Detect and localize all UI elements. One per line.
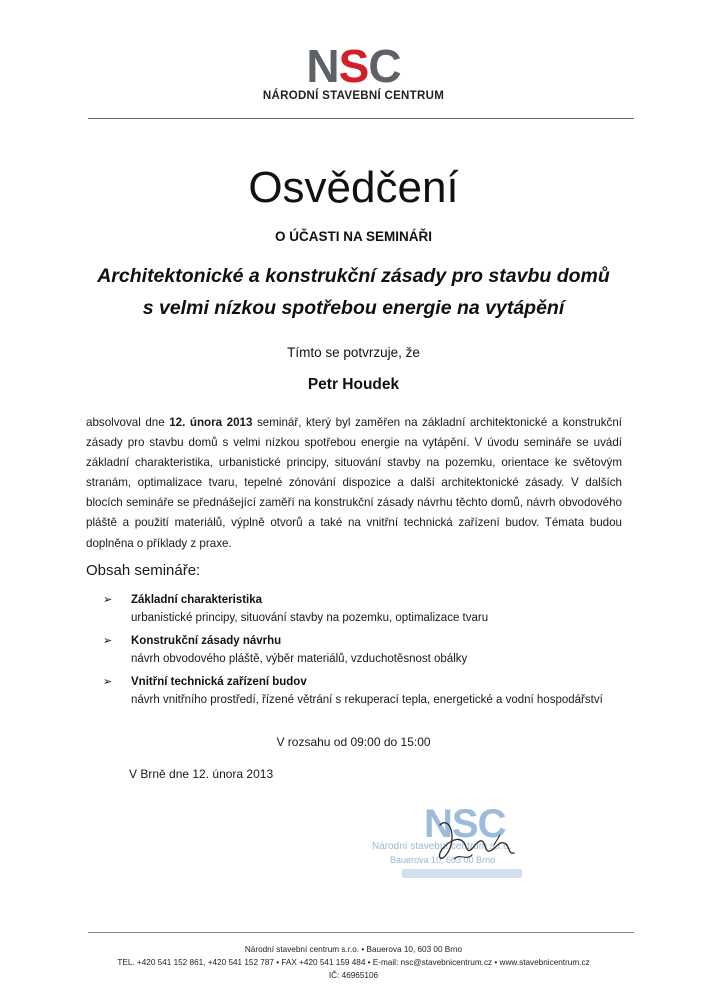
stamp-logo: NSC	[424, 802, 506, 846]
seminar-date: 12. února 2013	[169, 416, 253, 429]
description-prefix: absolvoval dne	[86, 416, 170, 429]
stamp-line2: Bauerova 10, 603 00 Brno	[390, 855, 496, 865]
stamp-line1: Národní stavební centrum s.r.o.	[372, 841, 512, 852]
item-description: návrh obvodového pláště, výběr materiálů, vzduchotěsnost obálky	[131, 653, 468, 665]
arrow-bullet-icon: ➢	[103, 594, 113, 606]
seminar-description	[86, 413, 622, 554]
footer-contacts: TEL. +420 541 152 861, +420 541 152 787 • FAX +420 541 159 484 • E-mail: nsc@stavebnicentrum.cz • www.stavebnicentrum.cz	[117, 958, 590, 967]
time-range: V rozsahu od 09:00 do 15:00	[276, 735, 431, 749]
confirm-text: Tímto se potvrzuje, že	[287, 345, 420, 360]
logo-subtitle: NÁRODNÍ STAVEBNÍ CENTRUM	[262, 90, 445, 102]
header-divider	[88, 118, 634, 119]
seminar-topic-line1: Architektonické a konstrukční zásady pro stavbu domů	[97, 265, 610, 287]
description-rest: seminář, který byl zaměřen na základní architektonické a konstrukční zásady pro stavbu domů s velmi nízkou spotřebou energie na vytápění. V úvodu semináře se uvádí základní charakteristika, urbanistické principy, situování stavby na pozemku, orientace ke světovým stranám, optimalizace tvaru, tepelné zónování dispozice a další architektonické zásady. V dalších blocích semináře se přednášející zaměří na konstrukční zásady návrhu těchto domů, návrh obvodového pláště a použití materiálů, výplně otvorů a také na vnitřní technická zařízení budov. Témata budou doplněna o příklady z praxe.	[86, 416, 622, 550]
arrow-bullet-icon: ➢	[103, 635, 113, 647]
footer-address: Národní stavební centrum s.r.o. • Bauerova 10, 603 00 Brno	[244, 945, 463, 954]
footer-company-id: IČ: 46965106	[328, 971, 379, 980]
certificate-subtitle: O ÚČASTI NA SEMINÁŘI	[274, 229, 432, 244]
item-title: Konstrukční zásady návrhu	[131, 635, 282, 647]
nsc-logo	[0, 40, 707, 102]
arrow-bullet-icon: ➢	[103, 676, 113, 688]
participant-name: Petr Houdek	[307, 376, 400, 393]
stamp-smudge	[402, 869, 522, 878]
item-title: Základní charakteristika	[131, 594, 263, 606]
logo-wordmark: NSC	[306, 40, 401, 92]
seminar-topic-line2: s velmi nízkou spotřebou energie na vytápění	[142, 297, 565, 319]
place-and-date: V Brně dne 12. února 2013	[129, 767, 274, 781]
item-title: Vnitřní technická zařízení budov	[131, 676, 307, 688]
seminar-topic	[60, 260, 647, 324]
footer-divider	[88, 932, 634, 933]
list-item	[103, 633, 643, 668]
list-item	[103, 674, 643, 709]
item-description: návrh vnitřního prostředí, řízené větrání s rekuperací tepla, energetické a vodní hospodářství	[131, 694, 603, 706]
content-list	[103, 592, 643, 715]
certificate-title: Osvědčení	[248, 163, 459, 212]
company-stamp	[362, 795, 572, 895]
nsc-logo-mark	[295, 40, 413, 92]
list-item	[103, 592, 643, 627]
item-description: urbanistické principy, situování stavby na pozemku, optimalizace tvaru	[131, 612, 489, 624]
content-heading: Obsah semináře:	[86, 562, 201, 579]
